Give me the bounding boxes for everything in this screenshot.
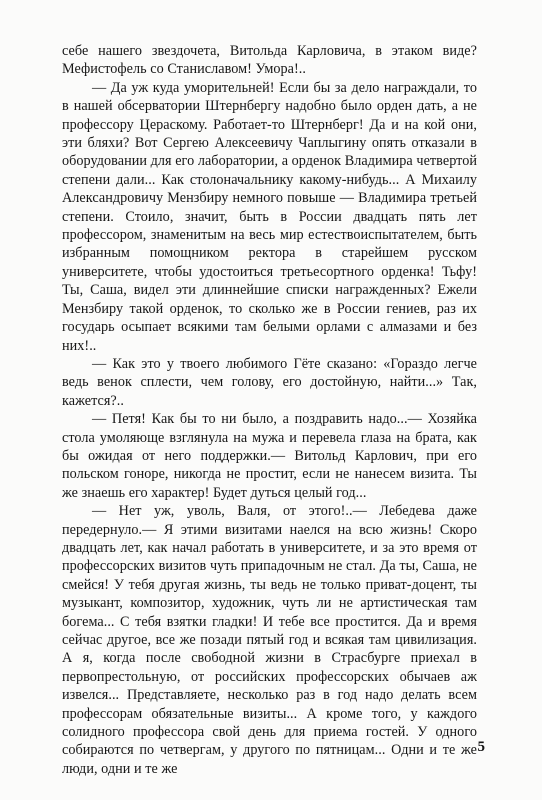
page-number: 5 bbox=[477, 739, 485, 755]
paragraph-continuation: себе нашего звездочета, Витольда Карловича, в этаком виде? Мефистофель со Станиславом! Умора!.. bbox=[62, 43, 477, 78]
paragraph-dialogue: — Да уж куда уморительней! Если бы за дело награждали, то в нашей обсерватории Штернбергу надобно было орден дать, а не профессору Цераскому. Работает-то Штернберг! Да и на кой они, эти бляхи? Вот Сергею Алексеевичу Чаплыгину опять отказали в оборудовании для его лаборатории, а орденок Владимира четвертой степени дали... Как столоначальнику какому-нибудь... А Михаилу Александровичу Мензбиру немного повыше — Владимира третьей степени. Стоило, значит, быть в России двадцать пять лет профессором, знаменитым на весь мир естествоиспытателем, быть избранным помощником ректора в старейшем русском университете, чтобы удостоиться третьесортного орденка! Тьфу! Ты, Саша, видел эти длиннейшие списки награжденных? Ежели Мензбиру такой орденок, то сколько же в России гениев, раз их государь осыпает всякими там белыми орлами с алмазами и без них!.. bbox=[62, 79, 477, 354]
paragraph-dialogue: — Нет уж, уволь, Валя, от этого!..— Лебедева даже передернуло.— Я этими визитами наелся на всю жизнь! Скоро двадцать лет, как начал работать в университете, и за это время от профессорских визитов чуть припадочным не стал. Да ты, Саша, не смейся! У тебя другая жизнь, ты ведь не только приват-доцент, ты музыкант, композитор, художник, чуть ли не артистическая там богема... С тебя взятки гладки! И тебе все простится. Да и время сейчас другое, все же позади пятый год и всякая там цивилизация. А я, когда после свободной жизни в Страсбурге приехал в первопрестольную, от российских профессорских обычаев аж извелся... Представляете, несколько раз в год надо делать всем профессорам обязательные визиты... А кроме того, у каждого солидного профессора свой день для приема гостей. У одного собираются по четвергам, у другого по пятницам... Одни и те же люди, одни и те же bbox=[62, 503, 477, 777]
paragraph-dialogue: — Как это у твоего любимого Гёте сказано: «Гораздо легче ведь венок сплести, чем голову, его достойную, найти...» Так, кажется?.. bbox=[62, 355, 477, 409]
body-text bbox=[62, 42, 477, 778]
paragraph-dialogue: — Петя! Как бы то ни было, а поздравить надо...— Хозяйка стола умоляюще взглянула на мужа и перевела глаза на брата, как бы ожидая от него поддержки.— Витольд Карлович, при его польском гоноре, никогда не простит, если не нанесем визита. Ты же знаешь его характер! Будет дуться целый год... bbox=[62, 411, 477, 501]
